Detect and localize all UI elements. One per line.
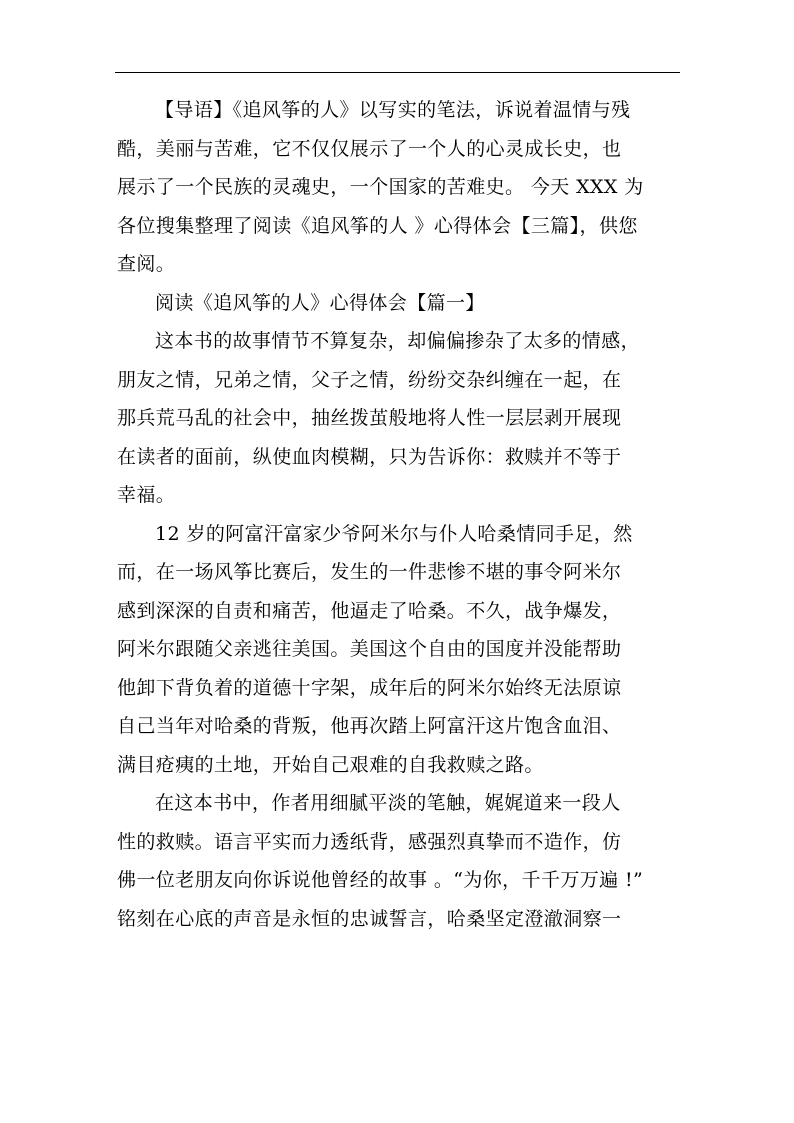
- text-line: 他卸下背负着的道德十字架，成年后的阿米尔始终无法原谅: [117, 676, 622, 699]
- body-paragraph-1: [117, 322, 679, 515]
- section-heading: [117, 284, 679, 323]
- heading-text: 阅读《追风筝的人》心得体会【篇一】: [155, 291, 485, 314]
- text-line: 感到深深的自责和痛苦，他逼走了哈桑。不久，战争爆发，: [117, 599, 622, 622]
- text-line: 【导语】《追风筝的人》以写实的笔法，诉说着温情与残: [155, 99, 631, 121]
- text-line: 朋友之情，兄弟之情，父子之情，纷纷交杂纠缠在一起，在: [117, 368, 622, 391]
- text-line: 自己当年对哈桑的背叛，他再次踏上阿富汗这片饱含血泪、: [117, 715, 622, 737]
- text-line: 酷，美丽与苦难，它不仅仅展示了一个人的心灵成长史，也: [117, 137, 622, 160]
- text-line: 那兵荒马乱的社会中，抽丝拨茧般地将人性一层层剥开展现: [117, 407, 622, 429]
- body-paragraph-2: [117, 515, 679, 785]
- text-line: 满目疮痍的土地，开始自己艰难的自我救赎之路。: [117, 753, 544, 776]
- text-line: 查阅。: [117, 253, 176, 275]
- header-rule: [115, 72, 680, 73]
- intro-paragraph: [117, 91, 679, 284]
- text-line: 在这本书中，作者用细腻平淡的笔触，娓娓道来一段人: [155, 792, 621, 814]
- text-line: 12 岁的阿富汗富家少爷阿米尔与仆人哈桑情同手足，然: [155, 522, 633, 545]
- text-line: 在读者的面前，纵使血肉模糊，只为告诉你：救赎并不等于: [117, 445, 622, 468]
- body-paragraph-3: [117, 784, 679, 938]
- text-line: 而，在一场风筝比赛后，发生的一件悲惨不堪的事令阿米尔: [117, 561, 622, 583]
- text-line: 性的救赎。语言平实而力透纸背，感强烈真挚而不造作，仿: [117, 830, 622, 853]
- text-line: 幸福。: [117, 484, 176, 506]
- document-body: [117, 91, 679, 938]
- text-line: 这本书的故事情节不算复杂，却偏偏掺杂了太多的情感，: [155, 330, 641, 352]
- text-line: 佛一位老朋友向你诉说他曾经的故事 。“为你，千千万万遍 !”: [117, 869, 644, 891]
- text-line: 各位搜集整理了阅读《追风筝的人 》心得体会【三篇】，供您: [117, 214, 638, 237]
- text-line: 展示了一个民族的灵魂史，一个国家的苦难史。 今天 XXX 为: [117, 176, 644, 198]
- text-line: 阿米尔跟随父亲逃往美国。美国这个自由的国度并没能帮助: [117, 638, 622, 660]
- text-line: 铭刻在心底的声音是永恒的忠诚誓言，哈桑坚定澄澈洞察一: [117, 907, 622, 930]
